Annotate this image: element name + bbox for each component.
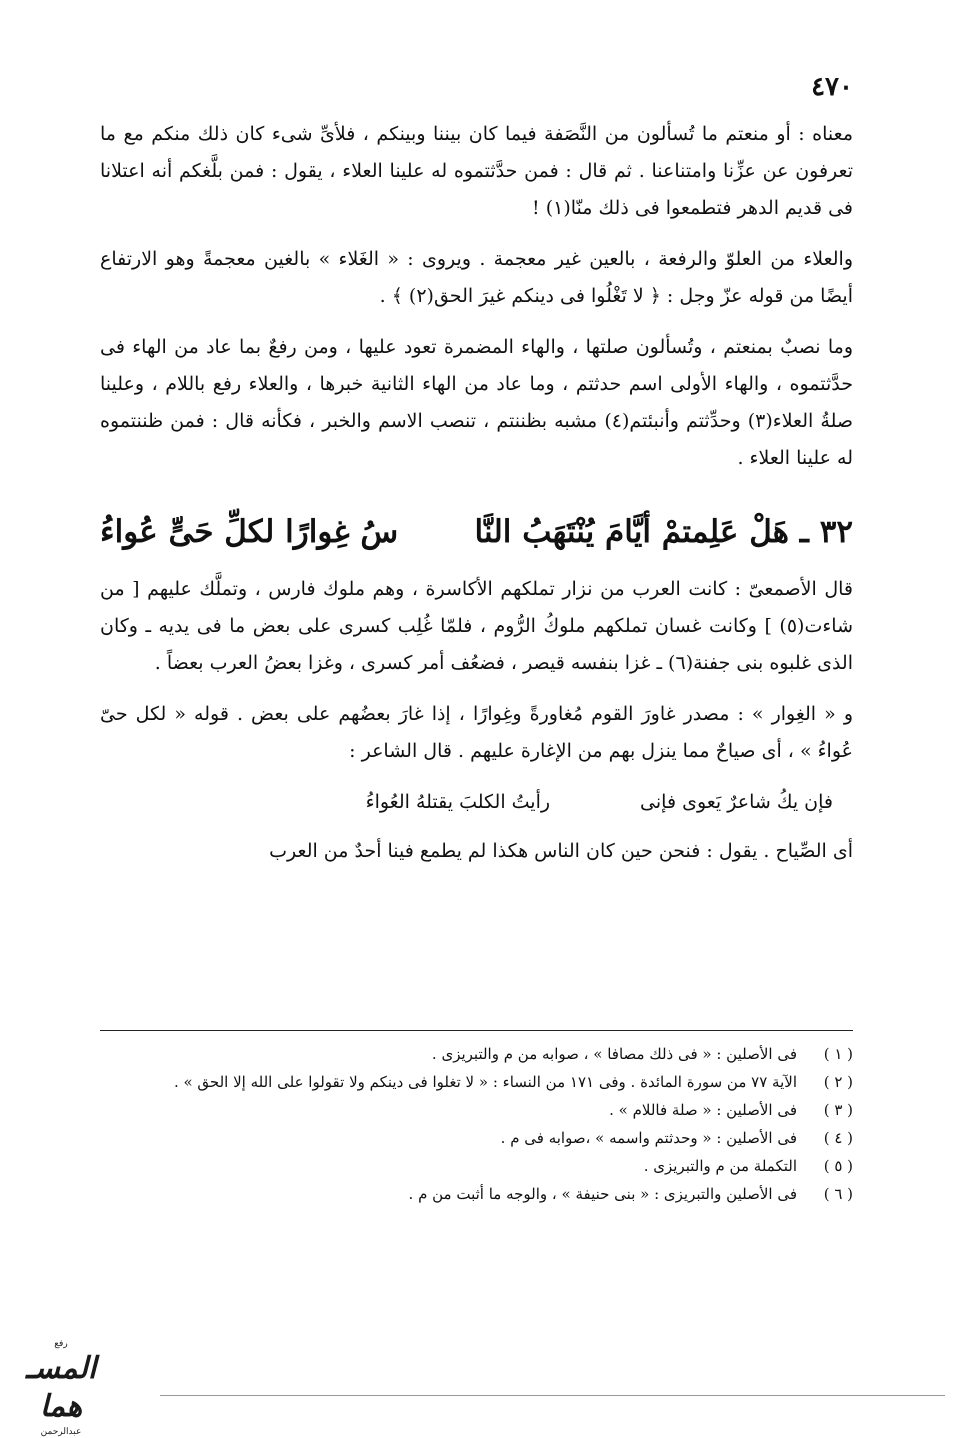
- poem-hemistich-1: فإن يكُ شاعرٌ يَعوى فإنى: [640, 791, 833, 813]
- footnote-item: [100, 1040, 853, 1068]
- footnote-item: [100, 1152, 853, 1180]
- stamp-line-2: المسـ هما: [25, 1351, 97, 1424]
- footnote-text: الآية ٧٧ من سورة المائدة . وفى ١٧١ من النساء : « لا تغلوا فى دينكم ولا تقولوا على الله إلا الحق » .: [173, 1073, 797, 1091]
- footnote-number: ( ٥ ): [823, 1157, 853, 1175]
- quoted-poem-line: [100, 784, 853, 821]
- footnote-text: فى الأصلين : « صلة فاللام » .: [609, 1101, 797, 1119]
- footnote-number: ( ٢ ): [823, 1073, 853, 1091]
- footnote-number: ( ٣ ): [823, 1101, 853, 1119]
- footnote-item: [100, 1180, 853, 1208]
- poem-hemistich-2: رأيتُ الكلبَ يقتلهُ العُواءُ: [365, 791, 551, 813]
- paragraph-3: وما نصبٌ بمنعتم ، وتُسألون صلتها ، والهاء المضمرة تعود عليها ، ومن رفعٌ بما عاد من الهاء فى حدَّثتموه ، والهاء الأولى اسم حدثتم ، وما عاد من الهاء الثانية خبرها ، والعلاء رفع باللام ، وعلينا صلةُ العلاء(٣) وحدِّثتم وأنبئتم(٤) مشبه بظننتم ، تنصب الاسم والخبر ، فكأنه قال : فمن ظننتموه له علينا العلاء .: [100, 336, 853, 469]
- footnote-item: [100, 1096, 853, 1124]
- footnote-item: [100, 1124, 853, 1152]
- footnote-item: [100, 1068, 853, 1096]
- footnote-number: ( ٦ ): [823, 1185, 853, 1203]
- verse-32: [100, 507, 853, 557]
- paragraph-2: والعلاء من العلوّ والرفعة ، بالعين غير معجمة . ويروى : « الغَلاء » بالغين معجمةً وهو الارتفاع أيضًا من قوله عزّ وجل : ﴿ لا تَغْلُوا فى دينكم غيرَ الحق(٢) ﴾ .: [100, 248, 853, 307]
- paragraph-6: أى الصِّياح . يقول : فنحن حين كان الناس هكذا لم يطمع فينا أحدٌ من العرب: [269, 840, 853, 862]
- footnote-text: فى الأصلين : « وحدثتم واسمه » ،صوابه فى م .: [500, 1129, 797, 1147]
- page-number: ٤٧٠: [811, 72, 853, 102]
- bottom-divider: [160, 1395, 945, 1396]
- verse-hemistich-2: سُ غِوارًا لكلِّ حَىٍّ عُواءُ: [100, 514, 399, 550]
- verse-hemistich-1: ٣٢ ـ هَلْ عَلِمتمْ أيَّامَ يُنْتَهَبُ النَّا: [474, 514, 853, 550]
- footnote-number: ( ١ ): [823, 1045, 853, 1063]
- footnote-number: ( ٤ ): [823, 1129, 853, 1147]
- footnote-separator: [100, 1030, 853, 1031]
- footnote-text: فى الأصلين والتبريزى : « بنى حنيفة » ، والوجه ما أثبت من م .: [408, 1185, 797, 1203]
- footnote-text: فى الأصلين : « فى ذلك مصافا » ، صوابه من م والتبريزى .: [431, 1045, 797, 1063]
- paragraph-4: قال الأصمعىّ : كانت العرب من نزار تملكهم الأكاسرة ، وهم ملوك فارس ، وتملَّك عليهم [ من شاءت(٥) ] وكانت غسان تملكهم ملوكُ الرُّوم ، فلمّا غُلِب كسرى على بعض ما فى يديه ـ وكان الذى غلبوه بنى جفنة(٦) ـ غزا بنفسه قيصر ، فضعُف أمر كسرى ، وغزا بعضُ العرب بعضاً .: [100, 578, 853, 674]
- footnote-text: التكملة من م والتبريزى .: [643, 1157, 797, 1175]
- footnotes: [100, 1040, 853, 1208]
- calligraphy-stamp-logo: [6, 1338, 116, 1437]
- main-text: [100, 116, 853, 884]
- stamp-line-3: عبدالرحمن: [40, 1427, 82, 1437]
- paragraph-5: و « الغِوار » : مصدر غاورَ القوم مُغاورةً وغِوارًا ، إذا غارَ بعضُهم على بعض . قوله « لكل حىّ عُواءُ » ، أى صياحٌ مما ينزل بهم من الإغارة عليهم . قال الشاعر :: [100, 703, 853, 762]
- paragraph-1: معناه : أو منعتم ما تُسألون من النَّصَفة فيما كان بيننا وبينكم ، فلأىِّ شىء كان ذلك منكم مع ما تعرفون عن عزِّنا وامتناعنا . ثم قال : فمن حدَّثتموه له علينا العلاء ، يقول : فمن بلَّغكم أنه اعتلانا فى قديم الدهر فتطمعوا فى ذلك منّا(١) !: [100, 123, 853, 219]
- stamp-line-1: رفع: [54, 1339, 68, 1349]
